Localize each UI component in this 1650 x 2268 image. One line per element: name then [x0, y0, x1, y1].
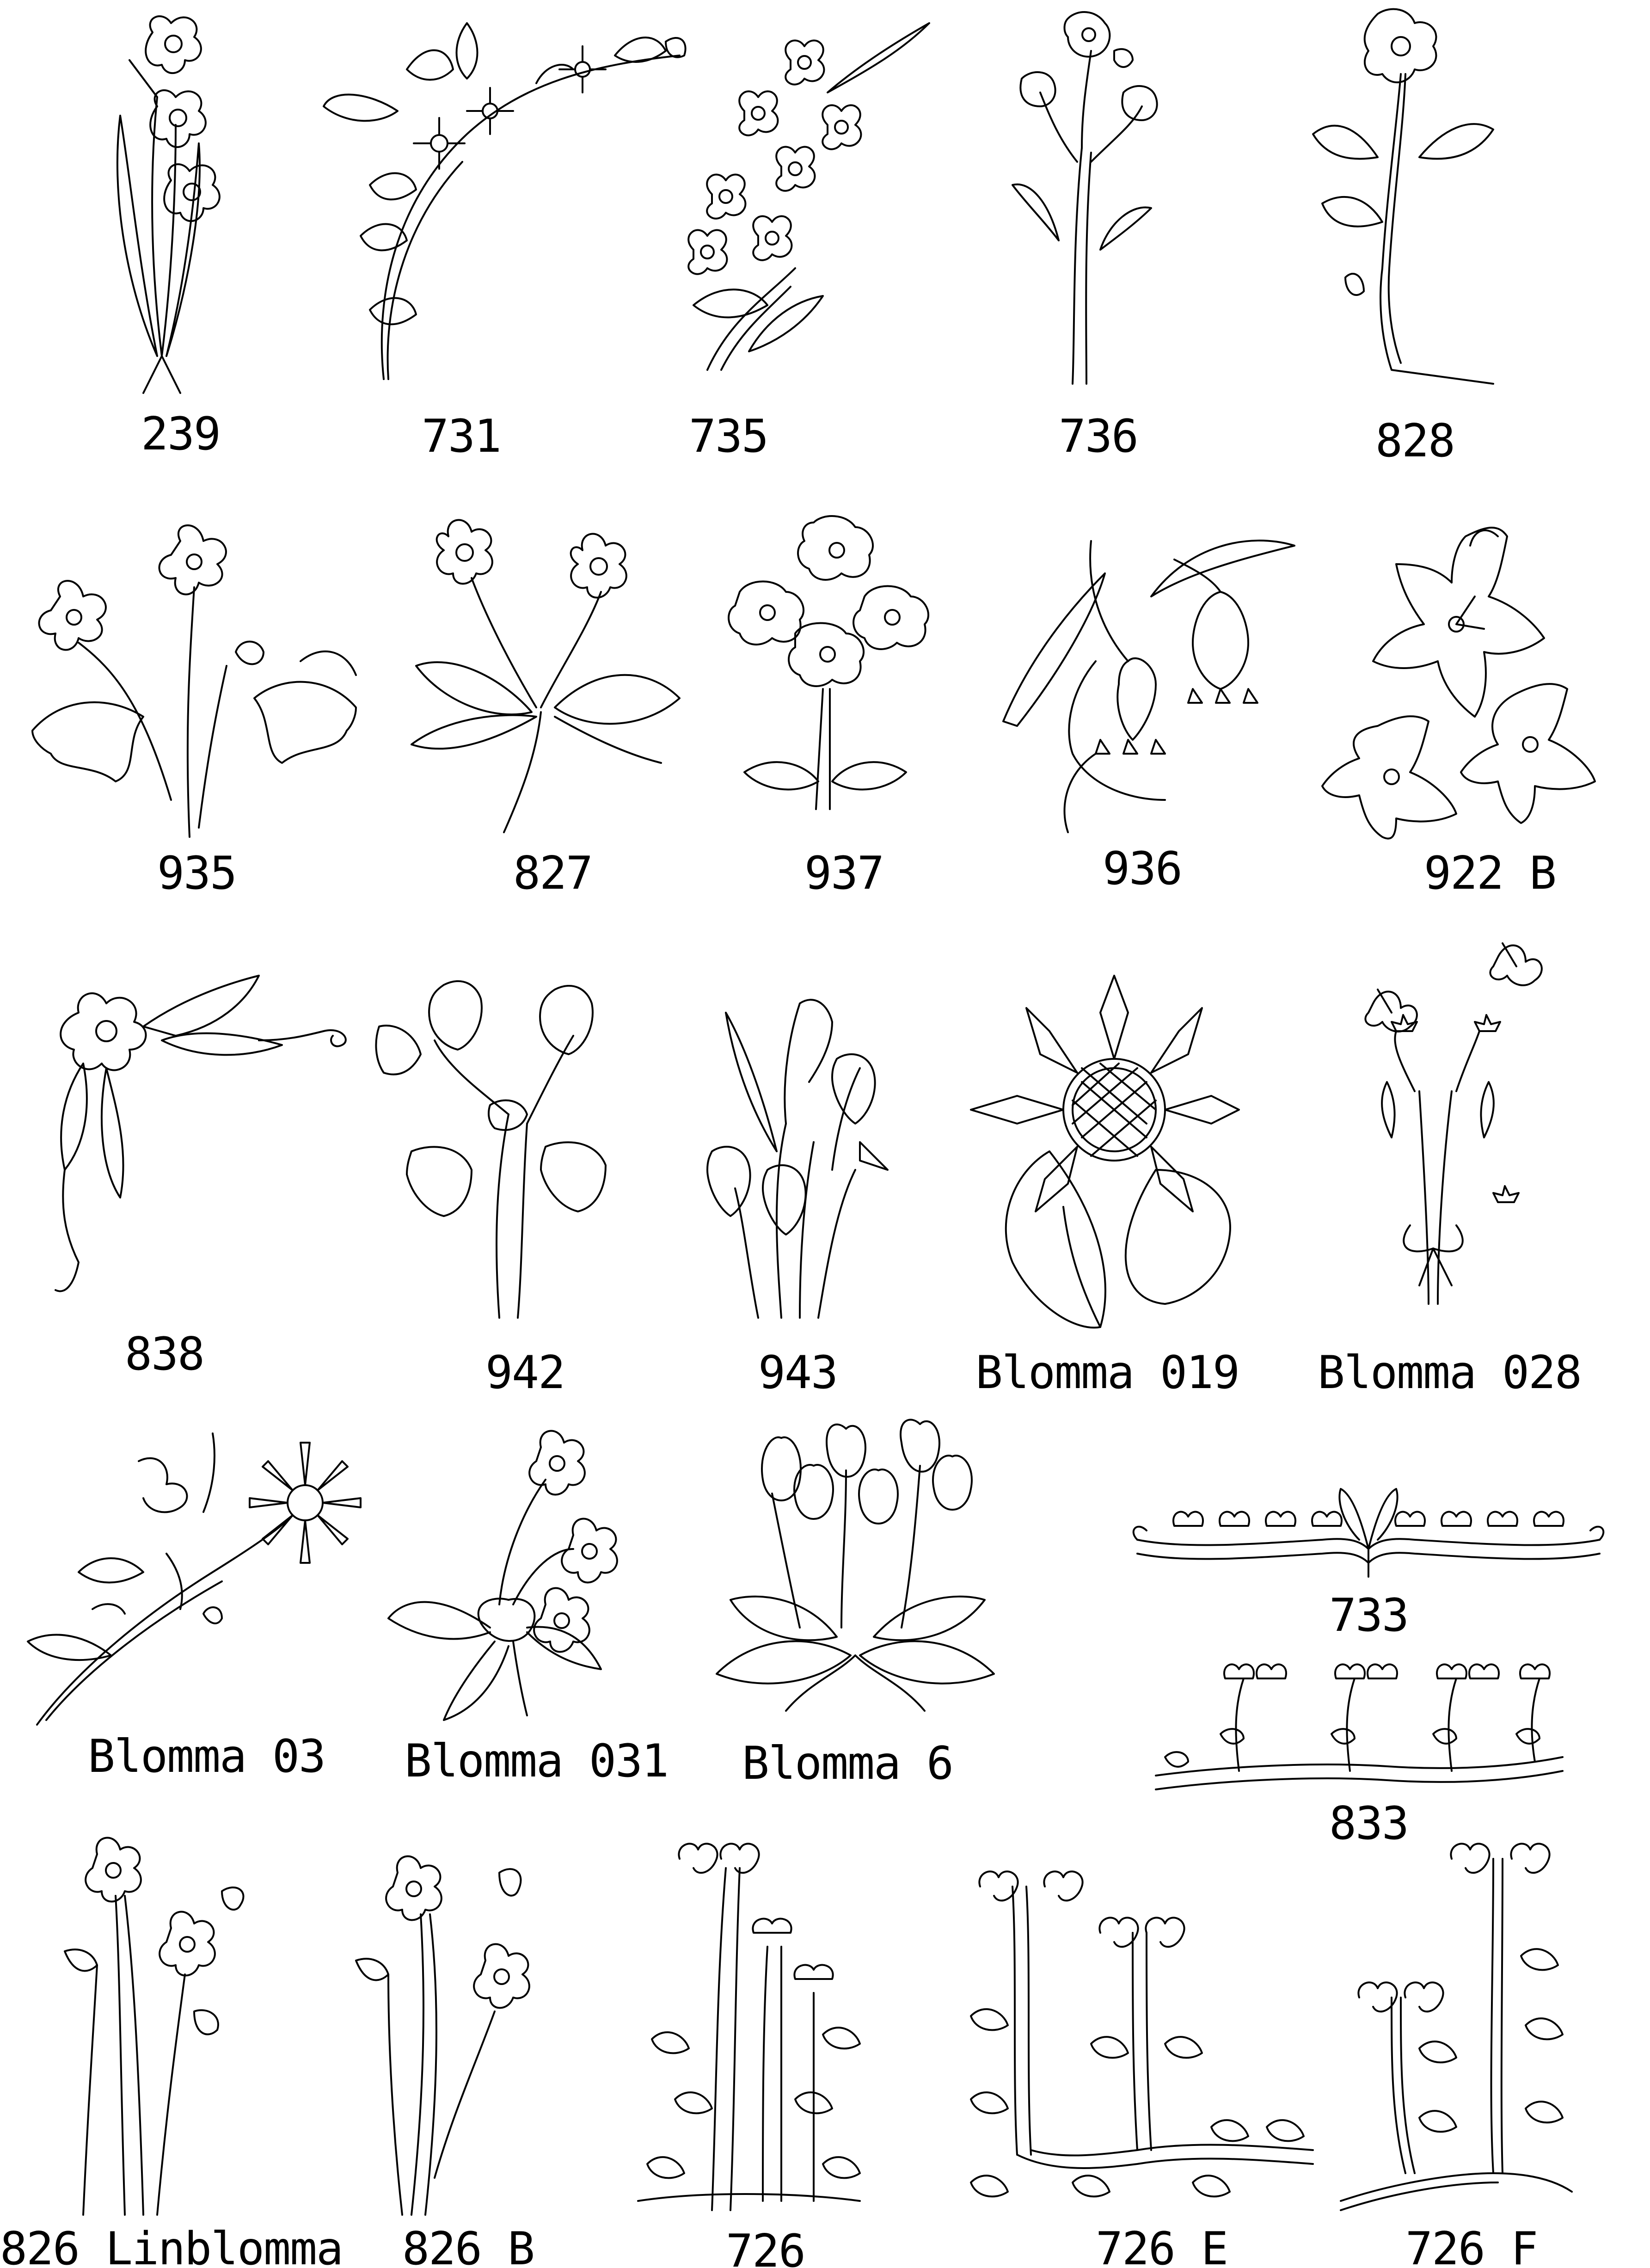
flower-735-drawing [675, 18, 943, 384]
item-label: 828 [1375, 415, 1455, 467]
item-label: 726 [726, 2225, 805, 2268]
item-label: 733 [1329, 1589, 1409, 1642]
flower-blomma-03-drawing [18, 1433, 365, 1725]
item-label: 838 [125, 1328, 204, 1381]
flower-726-drawing [629, 1840, 869, 2229]
flower-935-drawing [23, 522, 365, 842]
flower-826b-drawing [351, 1854, 546, 2224]
item-label: Blomma 03 [88, 1730, 325, 1783]
item-label: 826 B [402, 2223, 534, 2268]
flower-blomma-031-drawing [388, 1429, 629, 1720]
flower-736-drawing [1003, 9, 1170, 388]
flower-239-drawing [83, 5, 259, 402]
flower-blomma-019-drawing [962, 976, 1244, 1332]
item-label: Blomma 031 [405, 1735, 669, 1788]
item-label: 922 B [1424, 847, 1556, 900]
item-label: 935 [157, 847, 237, 900]
flower-922b-drawing [1322, 518, 1618, 842]
item-label: 726 E [1096, 2223, 1228, 2268]
flower-942-drawing [370, 976, 633, 1318]
item-label: 937 [804, 847, 884, 900]
flower-726e-drawing [952, 1868, 1322, 2219]
flower-826-linblomma-drawing [55, 1836, 250, 2224]
item-label: Blomma 6 [742, 1737, 953, 1790]
flower-731-drawing [314, 14, 693, 384]
flower-833-drawing [1156, 1660, 1567, 1799]
item-label: 936 [1103, 842, 1182, 895]
item-label: 827 [513, 847, 593, 900]
item-label: 736 [1059, 410, 1138, 463]
flower-blomma-028-drawing [1345, 925, 1549, 1318]
flower-943-drawing [707, 976, 902, 1318]
item-label: 735 [689, 410, 768, 463]
flower-936-drawing [989, 513, 1304, 832]
item-label: 833 [1329, 1797, 1409, 1850]
flower-937-drawing [730, 513, 925, 837]
flower-828-drawing [1308, 9, 1503, 388]
flower-733-drawing [1128, 1484, 1609, 1577]
flower-726f-drawing [1341, 1840, 1572, 2219]
flower-827-drawing [402, 513, 689, 837]
item-label: 731 [422, 410, 501, 463]
flower-838-drawing [37, 976, 351, 1309]
item-label: 726 F [1405, 2223, 1538, 2268]
item-label: Blomma 028 [1318, 1346, 1582, 1399]
item-label: 239 [141, 408, 221, 461]
flower-blomma-6-drawing [717, 1424, 994, 1715]
item-label: Blomma 019 [975, 1346, 1239, 1399]
item-label: 826 Linblomma [0, 2223, 343, 2268]
item-label: 943 [758, 1346, 838, 1399]
item-label: 942 [485, 1346, 565, 1399]
